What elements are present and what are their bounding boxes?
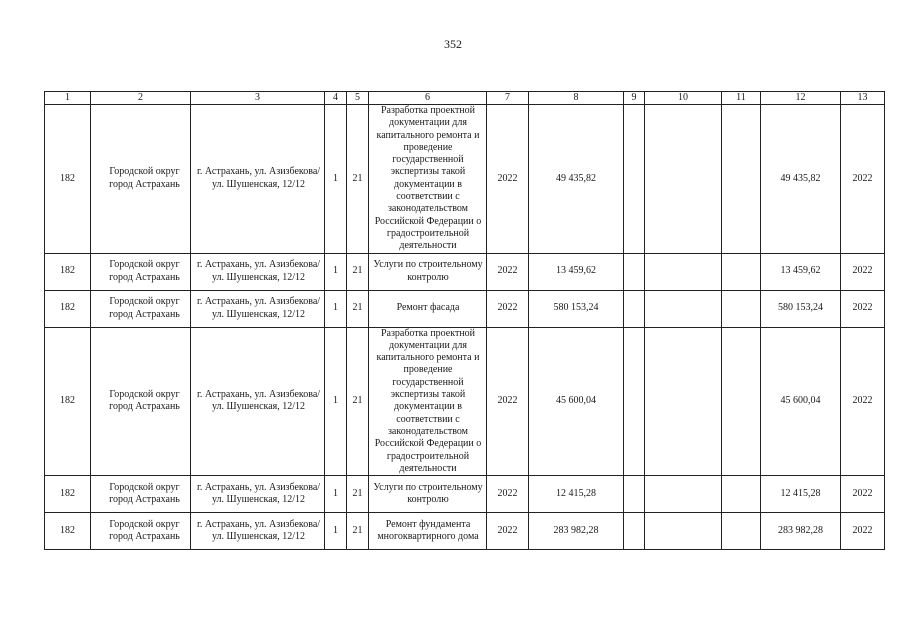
cell-col5: 21 bbox=[347, 253, 369, 290]
column-number-row bbox=[45, 92, 885, 105]
column-header: 11 bbox=[722, 92, 761, 105]
column-header: 2 bbox=[91, 92, 191, 105]
address-cell: г. Астрахань, ул. Азизбекова/ ул. Шушенская, 12/12 bbox=[191, 513, 325, 550]
municipality-cell: Городской округ город Астрахань bbox=[91, 327, 191, 476]
cell-col11 bbox=[722, 513, 761, 550]
column-header: 10 bbox=[645, 92, 722, 105]
total-cost-cell: 45 600,04 bbox=[761, 327, 841, 476]
municipality-cell: Городской округ город Астрахань bbox=[91, 513, 191, 550]
cell-col5: 21 bbox=[347, 105, 369, 254]
cell-col9 bbox=[624, 290, 645, 327]
address-cell: г. Астрахань, ул. Азизбекова/ ул. Шушенская, 12/12 bbox=[191, 327, 325, 476]
work-type-cell: Разработка проектной документации для капитального ремонта и проведение государственной экспертизы такой документации в соответствии с законодательством Российской Федерации о градостроительной деятельности bbox=[369, 105, 487, 254]
table-row bbox=[45, 253, 885, 290]
cost-cell: 12 415,28 bbox=[529, 476, 624, 513]
cell-col10 bbox=[645, 327, 722, 476]
cost-cell: 580 153,24 bbox=[529, 290, 624, 327]
work-type-cell: Услуги по строительному контролю bbox=[369, 476, 487, 513]
cell-col11 bbox=[722, 253, 761, 290]
cell-col4: 1 bbox=[325, 476, 347, 513]
cell-col10 bbox=[645, 290, 722, 327]
year-cell: 2022 bbox=[487, 327, 529, 476]
address-cell: г. Астрахань, ул. Азизбекова/ ул. Шушенская, 12/12 bbox=[191, 253, 325, 290]
table-row bbox=[45, 513, 885, 550]
column-header: 13 bbox=[841, 92, 885, 105]
cell-col10 bbox=[645, 253, 722, 290]
cell-col9 bbox=[624, 105, 645, 254]
year-cell: 2022 bbox=[487, 253, 529, 290]
column-header: 3 bbox=[191, 92, 325, 105]
cell-col10 bbox=[645, 105, 722, 254]
column-header: 5 bbox=[347, 92, 369, 105]
cell-col4: 1 bbox=[325, 513, 347, 550]
total-cost-cell: 13 459,62 bbox=[761, 253, 841, 290]
column-header: 7 bbox=[487, 92, 529, 105]
work-type-cell: Разработка проектной документации для капитального ремонта и проведение государственной экспертизы такой документации в соответствии с законодательством Российской Федерации о градостроительной деятельности bbox=[369, 327, 487, 476]
total-cost-cell: 49 435,82 bbox=[761, 105, 841, 254]
row-number: 182 bbox=[45, 290, 91, 327]
table-row bbox=[45, 105, 885, 254]
municipality-cell: Городской округ город Астрахань bbox=[91, 476, 191, 513]
cell-col11 bbox=[722, 290, 761, 327]
total-cost-cell: 12 415,28 bbox=[761, 476, 841, 513]
row-number: 182 bbox=[45, 513, 91, 550]
cell-col11 bbox=[722, 476, 761, 513]
work-type-cell: Ремонт фундамента многоквартирного дома bbox=[369, 513, 487, 550]
completion-year-cell: 2022 bbox=[841, 290, 885, 327]
column-header: 4 bbox=[325, 92, 347, 105]
cell-col9 bbox=[624, 513, 645, 550]
cell-col9 bbox=[624, 253, 645, 290]
row-number: 182 bbox=[45, 327, 91, 476]
work-type-cell: Ремонт фасада bbox=[369, 290, 487, 327]
work-type-cell: Услуги по строительному контролю bbox=[369, 253, 487, 290]
cell-col5: 21 bbox=[347, 327, 369, 476]
completion-year-cell: 2022 bbox=[841, 105, 885, 254]
capital-repair-table bbox=[44, 91, 885, 550]
table-row bbox=[45, 476, 885, 513]
completion-year-cell: 2022 bbox=[841, 476, 885, 513]
municipality-cell: Городской округ город Астрахань bbox=[91, 253, 191, 290]
cell-col4: 1 bbox=[325, 290, 347, 327]
year-cell: 2022 bbox=[487, 476, 529, 513]
completion-year-cell: 2022 bbox=[841, 327, 885, 476]
cell-col4: 1 bbox=[325, 327, 347, 476]
municipality-cell: Городской округ город Астрахань bbox=[91, 105, 191, 254]
row-number: 182 bbox=[45, 253, 91, 290]
completion-year-cell: 2022 bbox=[841, 513, 885, 550]
cell-col5: 21 bbox=[347, 513, 369, 550]
column-header: 8 bbox=[529, 92, 624, 105]
cost-cell: 49 435,82 bbox=[529, 105, 624, 254]
cost-cell: 45 600,04 bbox=[529, 327, 624, 476]
year-cell: 2022 bbox=[487, 290, 529, 327]
column-header: 12 bbox=[761, 92, 841, 105]
cell-col11 bbox=[722, 105, 761, 254]
address-cell: г. Астрахань, ул. Азизбекова/ ул. Шушенская, 12/12 bbox=[191, 290, 325, 327]
cost-cell: 283 982,28 bbox=[529, 513, 624, 550]
address-cell: г. Астрахань, ул. Азизбекова/ ул. Шушенская, 12/12 bbox=[191, 476, 325, 513]
total-cost-cell: 580 153,24 bbox=[761, 290, 841, 327]
table-row bbox=[45, 290, 885, 327]
column-header: 6 bbox=[369, 92, 487, 105]
completion-year-cell: 2022 bbox=[841, 253, 885, 290]
year-cell: 2022 bbox=[487, 105, 529, 254]
page-number: 352 bbox=[444, 37, 462, 51]
cell-col5: 21 bbox=[347, 476, 369, 513]
column-header: 9 bbox=[624, 92, 645, 105]
cost-cell: 13 459,62 bbox=[529, 253, 624, 290]
cell-col10 bbox=[645, 513, 722, 550]
year-cell: 2022 bbox=[487, 513, 529, 550]
municipality-cell: Городской округ город Астрахань bbox=[91, 290, 191, 327]
cell-col4: 1 bbox=[325, 253, 347, 290]
row-number: 182 bbox=[45, 476, 91, 513]
cell-col10 bbox=[645, 476, 722, 513]
table-row bbox=[45, 327, 885, 476]
row-number: 182 bbox=[45, 105, 91, 254]
total-cost-cell: 283 982,28 bbox=[761, 513, 841, 550]
cell-col9 bbox=[624, 476, 645, 513]
cell-col11 bbox=[722, 327, 761, 476]
cell-col5: 21 bbox=[347, 290, 369, 327]
cell-col9 bbox=[624, 327, 645, 476]
address-cell: г. Астрахань, ул. Азизбекова/ ул. Шушенская, 12/12 bbox=[191, 105, 325, 254]
cell-col4: 1 bbox=[325, 105, 347, 254]
column-header: 1 bbox=[45, 92, 91, 105]
